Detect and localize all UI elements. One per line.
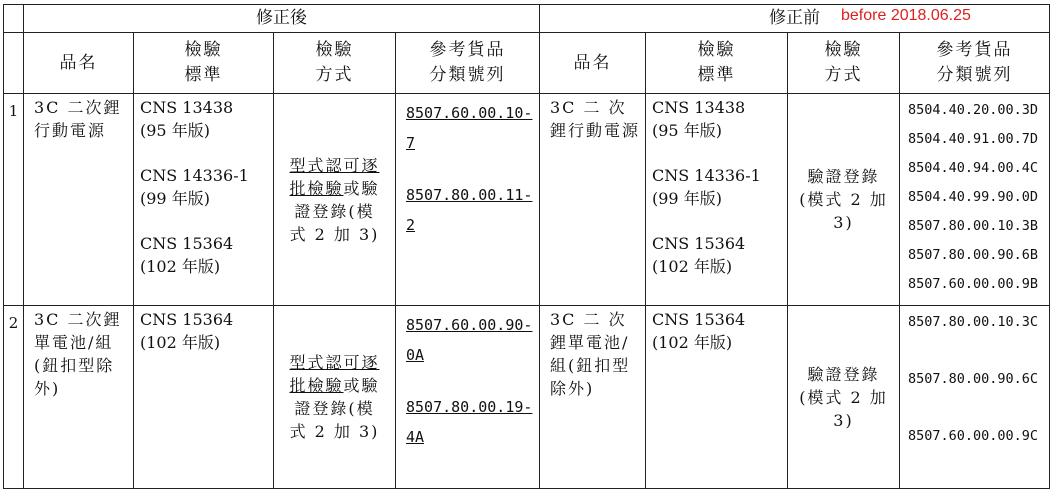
after-code-header: 參考貨品 分類號列: [396, 33, 540, 94]
comparison-table: [3, 4, 1050, 489]
row-number: 1: [4, 94, 24, 306]
after-standards: CNS 15364 (102 年版): [134, 306, 274, 489]
before-title: 修正前: [540, 5, 1050, 33]
after-codes: 8507.60.00.10-7 8507.80.00.11-2: [396, 94, 540, 306]
table-row: [4, 94, 1050, 306]
after-standards: CNS 13438 (95 年版) CNS 14336-1 (99 年版) CNS 15364 (102 年版): [134, 94, 274, 306]
after-codes: 8507.60.00.90-0A 8507.80.00.19-4A: [396, 306, 540, 489]
before-date-note: before 2018.06.25: [841, 7, 971, 24]
after-product-name: 3C 二次鋰行動電源: [24, 94, 134, 306]
before-standard-header: 檢驗 標準: [646, 33, 788, 94]
row-number: 2: [4, 306, 24, 489]
before-codes: 8504.40.20.00.3D 8504.40.91.00.7D 8504.40.94.00.4C 8504.40.99.90.0D 8507.80.00.10.3B 8507.80.00.90.6B 8507.60.00.00.9B: [900, 94, 1050, 306]
after-title: 修正後: [24, 5, 540, 33]
number-header: [4, 33, 24, 94]
before-name-header: 品名: [540, 33, 646, 94]
before-method: 驗證登錄 (模式 2 加 3): [788, 306, 900, 489]
before-method: 驗證登錄 (模式 2 加 3): [788, 94, 900, 306]
after-method: 型式認可逐批檢驗或驗證登錄(模式 2 加 3): [274, 306, 396, 489]
after-method: 型式認可逐批檢驗或驗證登錄(模式 2 加 3): [274, 94, 396, 306]
before-product-name: 3C 二 次鋰行動電源: [540, 94, 646, 306]
column-header-row: [4, 33, 1050, 94]
after-name-header: 品名: [24, 33, 134, 94]
after-product-name: 3C 二次鋰單電池/組(鈕扣型除外): [24, 306, 134, 489]
before-codes: 8507.80.00.10.3C 8507.80.00.90.6C 8507.60.00.00.9C: [900, 306, 1050, 489]
table-row: [4, 306, 1050, 489]
corner-cell: [4, 5, 24, 33]
before-product-name: 3C 二 次鋰單電池/組(鈕扣型除外): [540, 306, 646, 489]
after-method-header: 檢驗 方式: [274, 33, 396, 94]
before-standards: CNS 13438 (95 年版) CNS 14336-1 (99 年版) CNS 15364 (102 年版): [646, 94, 788, 306]
after-standard-header: 檢驗 標準: [134, 33, 274, 94]
before-code-header: 參考貨品 分類號列: [900, 33, 1050, 94]
before-method-header: 檢驗 方式: [788, 33, 900, 94]
before-standards: CNS 15364 (102 年版): [646, 306, 788, 489]
